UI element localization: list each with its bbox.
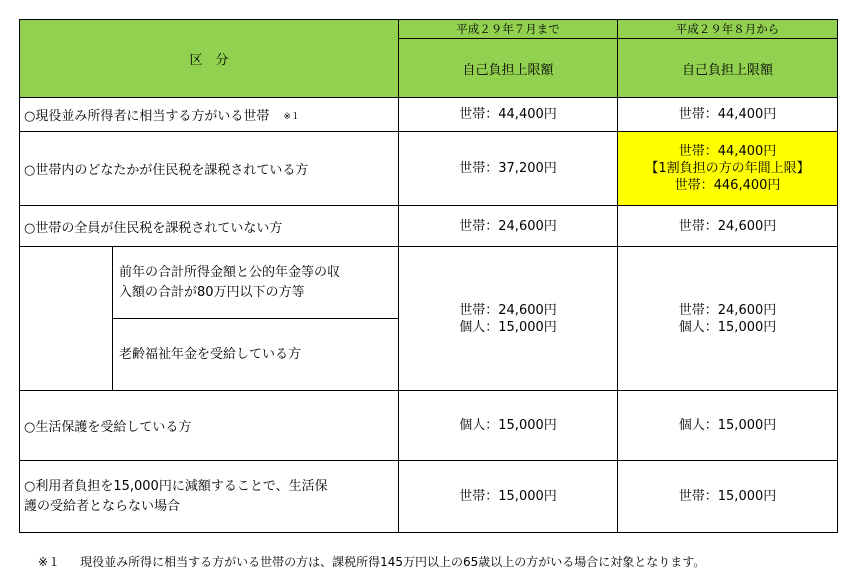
value-after-highlight — [618, 132, 838, 206]
header-limit-before: 自己負担上限額 — [399, 39, 618, 98]
value-after: 世帯：44,400円 — [618, 98, 838, 132]
value-after: 個人：15,000円 — [618, 391, 838, 461]
row-label: ○世帯内のどなたかが住民税を課税されている方 — [20, 132, 399, 206]
value-before: 世帯：44,400円 — [399, 98, 618, 132]
value-after-line2: 【1割負担の方の年間上限】 — [645, 161, 810, 176]
sub-label: 老齢福祉年金を受給している方 — [113, 319, 399, 391]
value-after-line1: 世帯：44,400円 — [678, 144, 777, 159]
value-after: 世帯：15,000円 — [618, 461, 838, 533]
table-row — [20, 247, 838, 319]
footnote-text: 現役並み所得に相当する方がいる世帯の方は、課税所得145万円以上の65歳以上の方がいる場合に対象となります。 — [80, 555, 706, 569]
header-category: 区 分 — [20, 20, 399, 98]
indent-spacer — [20, 319, 113, 391]
sub-label: 前年の合計所得金額と公的年金等の収 入額の合計が80万円以下の方等 — [113, 247, 399, 319]
header-period-after: 平成２９年８月から — [618, 20, 838, 39]
note-mark: ※１ — [283, 112, 300, 122]
value-before: 世帯：24,600円 — [399, 206, 618, 247]
table-row — [20, 98, 838, 132]
table-row — [20, 132, 838, 206]
header-limit-after: 自己負担上限額 — [618, 39, 838, 98]
table-row — [20, 391, 838, 461]
cost-limit-table — [19, 19, 838, 533]
value-before: 世帯：15,000円 — [399, 461, 618, 533]
header-period-before: 平成２９年７月まで — [399, 20, 618, 39]
footnote-mark: ※１ — [38, 555, 61, 569]
row-label: ○現役並み所得者に相当する方がいる世帯 ※１ — [20, 98, 399, 132]
indent-spacer — [20, 247, 113, 319]
table-row — [20, 461, 838, 533]
value-after-line3: 世帯：446,400円 — [674, 178, 781, 193]
value-after: 世帯：24,600円 個人：15,000円 — [618, 247, 838, 391]
value-after: 世帯：24,600円 — [618, 206, 838, 247]
value-before: 個人：15,000円 — [399, 391, 618, 461]
value-before: 世帯：24,600円 個人：15,000円 — [399, 247, 618, 391]
value-before: 世帯：37,200円 — [399, 132, 618, 206]
footnote — [38, 553, 705, 570]
row-label: ○世帯の全員が住民税を課税されていない方 — [20, 206, 399, 247]
row-label: ○利用者負担を15,000円に減額することで、生活保 護の受給者とならない場合 — [20, 461, 399, 533]
row-label: ○生活保護を受給している方 — [20, 391, 399, 461]
table-row — [20, 206, 838, 247]
